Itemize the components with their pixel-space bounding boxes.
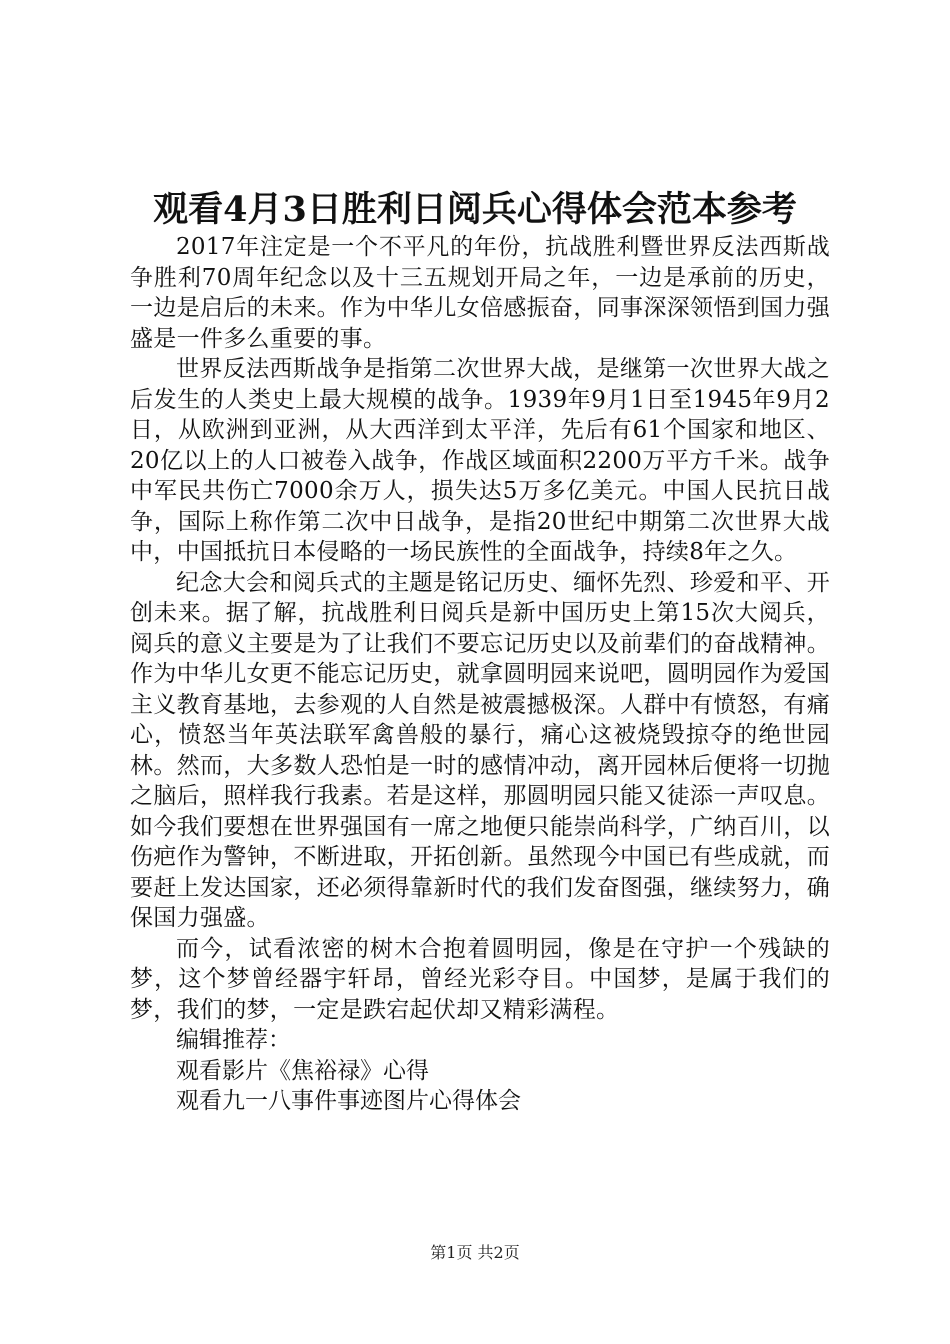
paragraph: 世界反法西斯战争是指第二次世界大战，是继第一次世界大战之后发生的人类史上最大规模的战争。1939年9月1日至1945年9月2日，从欧洲到亚洲，从大西洋到太平洋，先后有61个国家和地区、20亿以上的人口被卷入战争，作战区域面积2200万平方千米。战争中军民共伤亡7000余万人，损失达5万多亿美元。中国人民抗日战争，国际上称作第二次中日战争，是指20世纪中期第二次世界大战中，中国抵抗日本侵略的一场民族性的全面战争，持续8年之久。 xyxy=(130,356,830,565)
recommend-heading: 编辑推荐： xyxy=(176,1027,291,1053)
document-title: 观看4月3日胜利日阅兵心得体会范本参考 xyxy=(153,189,797,230)
recommend-link-2[interactable]: 观看九一八事件事迹图片心得体会 xyxy=(176,1088,521,1114)
paragraph: 而今，试看浓密的树木合抱着圆明园，像是在守护一个残缺的梦，这个梦曾经器宇轩昂，曾经光彩夺目。中国梦，是属于我们的梦，我们的梦，一定是跌宕起伏却又精彩满程。 xyxy=(130,935,830,1023)
recommend-link-1[interactable]: 观看影片《焦裕禄》心得 xyxy=(176,1057,429,1084)
document-body xyxy=(130,232,830,1117)
paragraph: 纪念大会和阅兵式的主题是铭记历史、缅怀先烈、珍爱和平、开创未来。据了解，抗战胜利日阅兵是新中国历史上第15次大阅兵，阅兵的意义主要是为了让我们不要忘记历史以及前辈们的奋战精神。作为中华儿女更不能忘记历史，就拿圆明园来说吧，圆明园作为爱国主义教育基地，去参观的人自然是被震撼极深。人群中有愤怒，有痛心，愤怒当年英法联军禽兽般的暴行，痛心这被烧毁掠夺的绝世园林。然而，大多数人恐怕是一时的感情冲动，离开园林后便将一切抛之脑后，照样我行我素。若是这样，那圆明园只能又徒添一声叹息。如今我们要想在世界强国有一席之地便只能崇尚科学，广纳百川，以伤疤作为警钟，不断进取，开拓创新。虽然现今中国已有些成就，而要赶上发达国家，还必须得靠新时代的我们发奋图强，继续努力，确保国力强盛。 xyxy=(130,569,830,931)
paragraph: 2017年注定是一个不平凡的年份，抗战胜利暨世界反法西斯战争胜利70周年纪念以及十三五规划开局之年，一边是承前的历史，一边是启后的未来。作为中华儿女倍感振奋，同事深深领悟到国力强盛是一件多么重要的事。 xyxy=(130,234,830,352)
page-number: 第1页 共2页 xyxy=(430,1243,520,1262)
